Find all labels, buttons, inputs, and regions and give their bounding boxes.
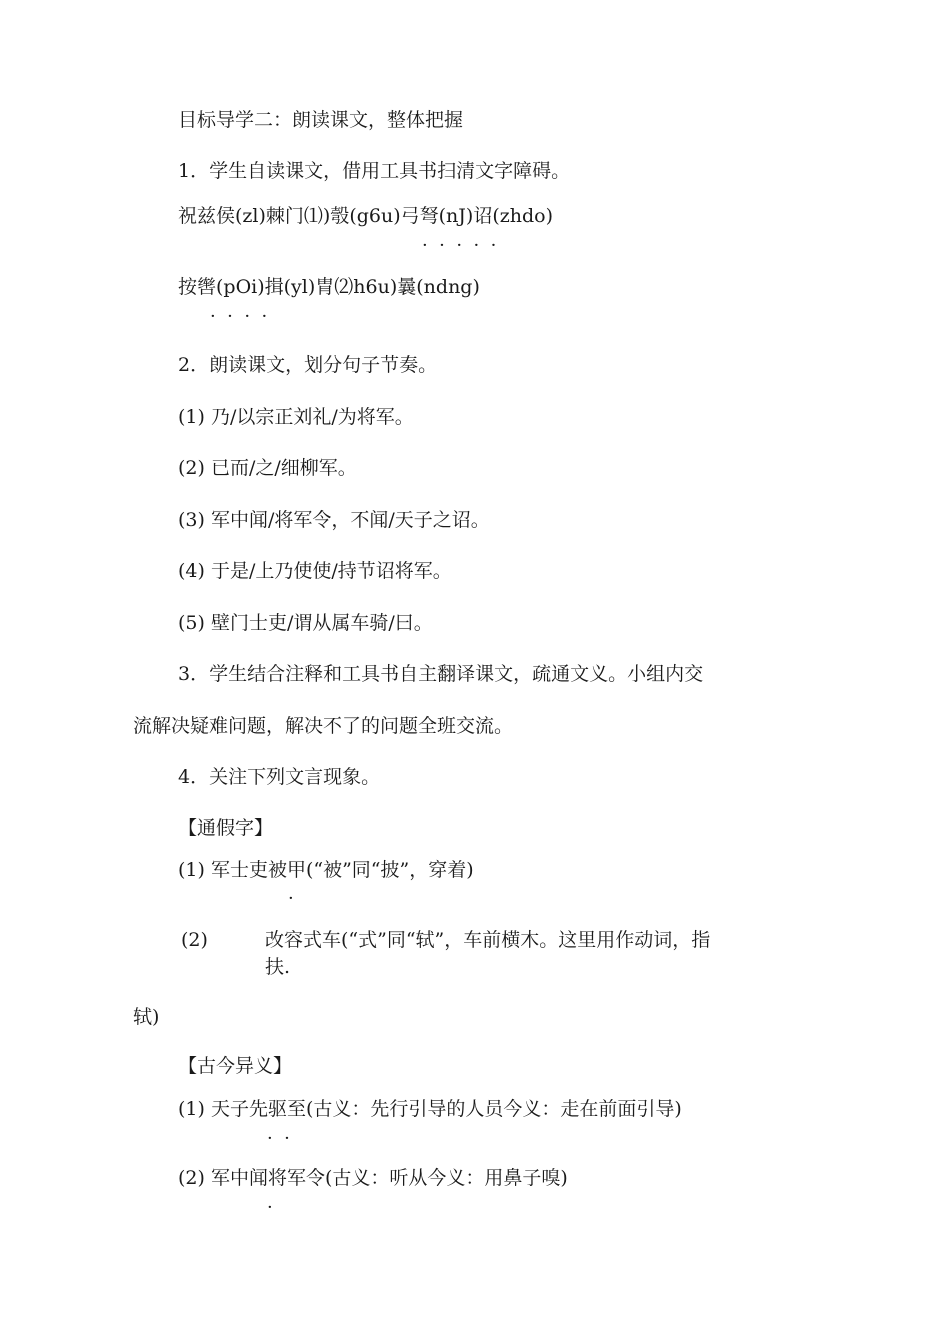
rhythm-item-2: (2) 已而/之/细柳军。 bbox=[178, 457, 357, 479]
tongjia-item-2-tail: 轼) bbox=[133, 1006, 160, 1028]
rhythm-item-4: (4) 于是/上乃使使/持节诏将军。 bbox=[178, 560, 452, 582]
pinyin-line-2: 按辔(pOi)揖(yl)胄⑵h6u)曩(ndng) bbox=[178, 276, 480, 298]
tongjia-item-2-text-cont: 扶. bbox=[265, 956, 291, 978]
gujin-header: 【古今异义】 bbox=[178, 1055, 293, 1077]
gujin-item-2: (2) 军中闻将军令(古义：听从今义：用鼻子嗅) bbox=[178, 1167, 568, 1189]
step-1: 1．学生自读课文，借用工具书扫清文字障碍。 bbox=[178, 160, 571, 182]
tongjia-item-2-number: (2) bbox=[181, 929, 208, 951]
emphasis-dots-1: · · · · · bbox=[422, 235, 497, 256]
pinyin-line-1: 祝兹侯(zl)棘门⑴)彀(g6u)弓弩(nJ)诏(zhdo) bbox=[178, 205, 553, 227]
step-4: 4．关注下列文言现象。 bbox=[178, 766, 381, 788]
tongjia-item-2-text: 改容式车(“式”同“轼”，车前横木。这里用作动词，指 bbox=[265, 929, 711, 951]
tongjia-header: 【通假字】 bbox=[178, 817, 274, 839]
tongjia-item-1: (1) 军士吏被甲(“被”同“披”，穿着) bbox=[178, 859, 474, 881]
step-3-line-1: 3．学生结合注释和工具书自主翻译课文，疏通文义。小组内交 bbox=[178, 663, 704, 685]
rhythm-item-5: (5) 壁门士吏/谓从属车骑/曰。 bbox=[178, 612, 433, 634]
section-title: 目标导学二：朗读课文，整体把握 bbox=[178, 109, 464, 131]
emphasis-dots-2: · · · · bbox=[210, 306, 268, 327]
rhythm-item-3: (3) 军中闻/将军令，不闻/天子之诏。 bbox=[178, 509, 490, 531]
step-2: 2．朗读课文，划分句子节奏。 bbox=[178, 354, 438, 376]
rhythm-item-1: (1) 乃/以宗正刘礼/为将军。 bbox=[178, 406, 414, 428]
gujin-item-1: (1) 天子先驱至(古义：先行引导的人员今义：走在前面引导) bbox=[178, 1098, 682, 1120]
emphasis-dot-tongjia-1: · bbox=[288, 888, 294, 909]
emphasis-dot-gujin-2: · bbox=[267, 1197, 273, 1218]
emphasis-dots-gujin-1: · · bbox=[267, 1128, 290, 1149]
step-3-line-2: 流解决疑难问题，解决不了的问题全班交流。 bbox=[133, 715, 514, 737]
